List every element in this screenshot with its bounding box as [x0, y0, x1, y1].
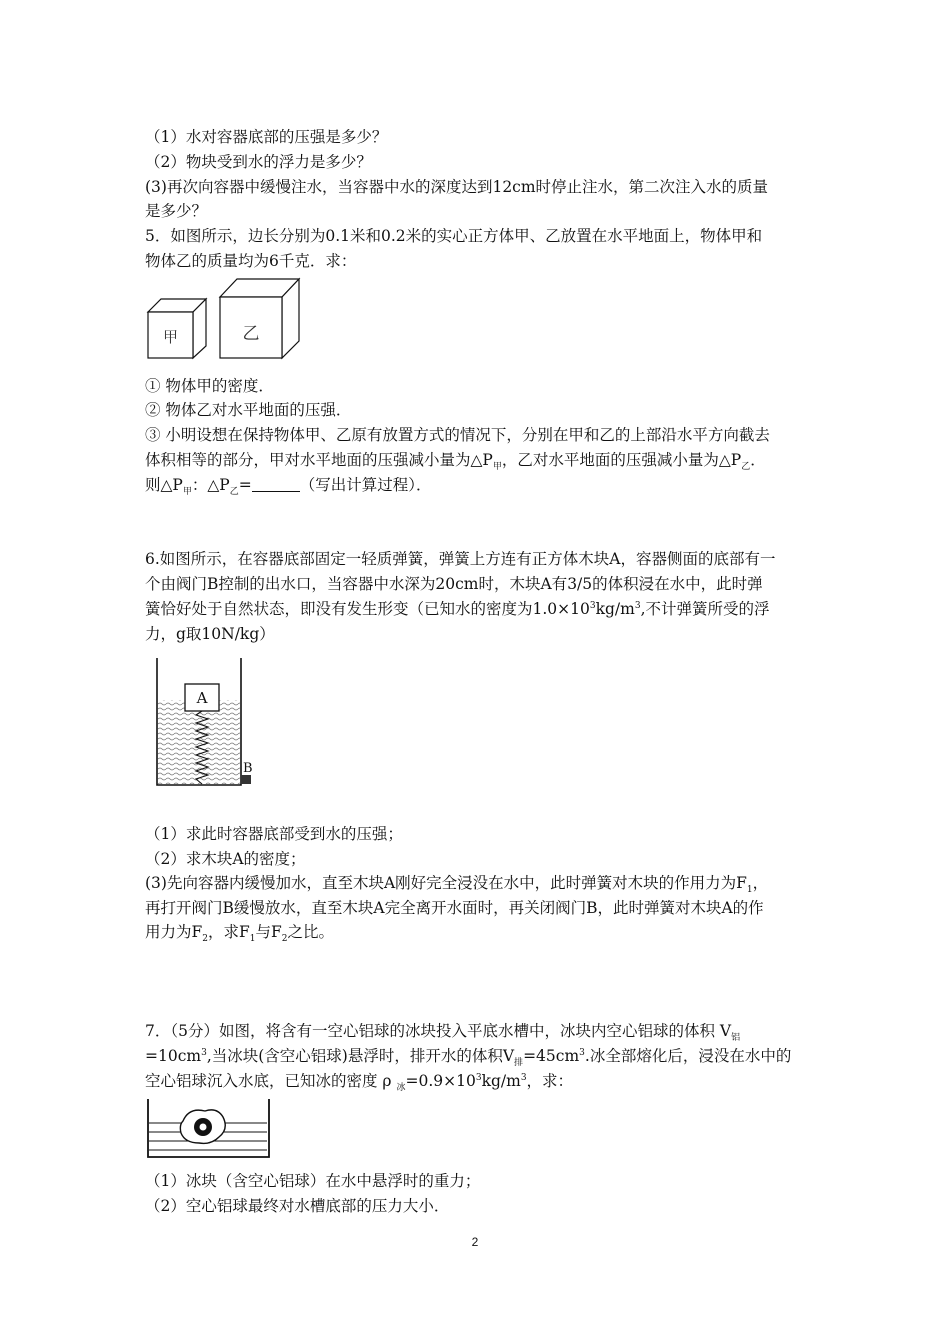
- p5-item-3-line-3: 则$\triangle P_甲$：$\triangle P_乙=$ （写出计算过程）．: [145, 476, 432, 498]
- p7-stem-line-2: $=10cm^3$,当冰块(含空心铝球)悬浮时，排开水的体积$V_排=45cm^3$.冰全部熔化后，浸没在水中的: [145, 1047, 792, 1069]
- p5-cubes-figure: [145, 276, 305, 360]
- p6-stem-line-1: 6.如图所示，在容器底部固定一轻质弹簧，弹簧上方连有正方体木块A，容器侧面的底部有一: [145, 550, 776, 568]
- cube-yi: [220, 279, 299, 358]
- p4-question-1: （1）水对容器底部的压强是多少？: [145, 128, 388, 146]
- p6-stem-line-3: 簧恰好处于自然状态，即没有发生形变（已知水的密度为$1.0\times 10^3kg/m^3$,不计弹簧所受的浮: [145, 600, 770, 618]
- p4-question-3a: (3)再次向容器中缓慢注水，当容器中水的深度达到12cm时停止注水，第二次注入水的质量: [145, 178, 769, 196]
- p7-question-2: （2）空心铝球最终对水槽底部的压力大小．: [145, 1197, 450, 1215]
- p5-stem-line-2: 物体乙的质量均为6千克．求：: [145, 252, 357, 270]
- p7-stem-line-3: 空心铝球沉入水底，已知冰的密度 ρ $_冰=0.9\times 10^3kg/m^3$，求：: [145, 1072, 574, 1094]
- p5-item-3-line-2: 体积相等的部分，甲对水平地面的压强减小量为$\triangle P_甲$，乙对水平地面的压强减小量为$\triangle P_乙$．: [145, 451, 766, 473]
- cube-jia-label: 甲: [162, 328, 179, 346]
- p6-container-figure: [150, 656, 262, 790]
- p6-question-1: （1）求此时容器底部受到水的压强；: [145, 825, 403, 843]
- p6-question-3-line-3: 用力为$F_2$，求$F_1$与$F_2$之比。: [145, 923, 335, 945]
- p6-question-2: （2）求木块A的密度；: [145, 850, 306, 868]
- p7-stem-line-1: 7．（5分）如图，将含有一空心铝球的冰块投入平底水槽中，冰块内空心铝球的体积 $V_铝$: [145, 1022, 741, 1044]
- page-number: 2: [471, 1235, 479, 1249]
- p6-stem-line-4: 力，g取10N/kg）: [145, 625, 275, 643]
- p7-tank-figure: [145, 1095, 273, 1160]
- p6-question-3-line-1: (3)先向容器内缓慢加水，直至木块A刚好完全浸没在水中，此时弹簧对木块的作用力为$F_1$，: [145, 874, 769, 896]
- answer-blank: [252, 477, 300, 492]
- cube-jia: [148, 299, 206, 358]
- p5-item-3-line-1: ③ 小明设想在保持物体甲、乙原有放置方式的情况下，分别在甲和乙的上部沿水平方向截去: [145, 426, 770, 444]
- p5-item-1: ① 物体甲的密度．: [145, 377, 274, 395]
- p7-question-1: （1）冰块（含空心铝球）在水中悬浮时的重力；: [145, 1172, 481, 1190]
- valve-b-label: B: [243, 761, 253, 776]
- ball-hollow: [200, 1124, 207, 1131]
- p6-stem-line-2: 个由阀门B控制的出水口，当容器中水深为20cm时，木块A有3/5的体积浸在水中，此时弹: [145, 575, 763, 593]
- p4-question-2: （2）物块受到水的浮力是多少？: [145, 153, 372, 171]
- p4-question-3b: 是多少？: [145, 202, 208, 220]
- block-a-label: A: [196, 689, 208, 707]
- p5-item-2: ② 物体乙对水平地面的压强．: [145, 401, 352, 419]
- p5-stem-line-1: 5．如图所示，边长分别为0.1米和0.2米的实心正方体甲、乙放置在水平地面上，物体甲和: [145, 227, 763, 245]
- cube-yi-label: 乙: [242, 324, 260, 344]
- valve-b: [241, 775, 251, 784]
- p6-question-3-line-2: 再打开阀门B缓慢放水，直至木块A完全离开水面时，再关闭阀门B，此时弹簧对木块A的作: [145, 899, 764, 917]
